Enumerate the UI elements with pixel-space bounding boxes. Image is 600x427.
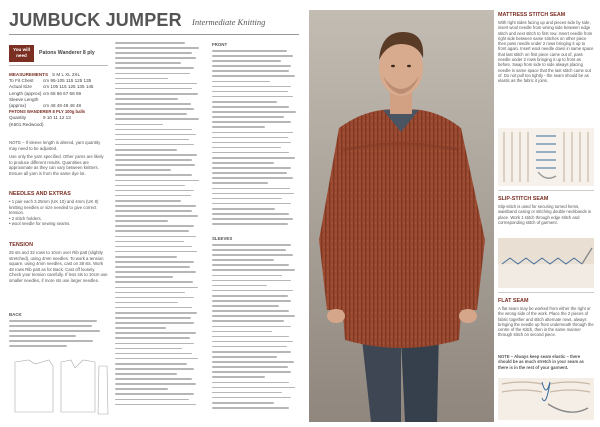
mattress-stitch-diagram xyxy=(498,128,594,186)
page-title: JUMBUCK JUMPER xyxy=(9,10,182,30)
measurements-table xyxy=(9,72,108,128)
difficulty-label: Intermediate Knitting xyxy=(192,17,266,27)
quantity-row: Quantity 9 10 11 12 13 xyxy=(9,115,71,121)
tension-text: 25 sts and 32 rows to 10cm over Rib patt (slightly stretched), using 4mm needles. To work a tension square, using 4mm needles, cast on 38 sts. Work 48 rows Rib patt as for Back. Cast off loosely. Check your tension carefully. If less sts to 10cm use smaller needles, if more sts use larger needles. xyxy=(9,250,108,283)
tension-heading: TENSION xyxy=(9,242,33,248)
yarn-line: PATONS WANDERER 8 PLY 100g balls xyxy=(9,109,86,115)
flat-seam-text: A flat seam may be worked from either the right or the wrong side of the work. Place the 2 pieces of fabric together and stitch alternate rows, always bringing the needle up from underneath through the centre of the stitch, then in the same manner through stitch on second piece. xyxy=(498,306,594,338)
measurement-row: Actual Size cm 105 115 125 135 145 xyxy=(9,84,94,90)
sleeves-text-block xyxy=(212,244,300,414)
section-divider xyxy=(498,190,594,191)
need-divider xyxy=(9,65,108,66)
front-text-block xyxy=(212,50,300,228)
title-divider xyxy=(9,34,299,35)
sleeves-heading: SLEEVES xyxy=(212,236,233,241)
size-headers: S M L XL 2XL xyxy=(52,72,81,77)
measurement-row: Length (approx) cm 65 66 67 68 69 xyxy=(9,90,82,96)
section-divider xyxy=(498,292,594,293)
sleeve-note: NOTE – If sleeve length is altered, yarn quantity may need to be adjusted. xyxy=(9,140,101,151)
garment-schematic xyxy=(9,356,109,418)
needle-item: • 2 stitch holders. xyxy=(9,215,42,221)
measurement-row: To Fit Chest cm 95-105 115 125 135 xyxy=(9,78,92,84)
needle-item: • 1 pair each 3.25mm (UK 10) and 4mm (UK 8) knitting needles or size needed to give correct tension. xyxy=(9,199,99,216)
colour-row: (K601 Redwood) xyxy=(9,121,44,127)
you-will-need-badge: You will need xyxy=(9,45,34,62)
slip-stitch-heading: SLIP-STITCH SEAM xyxy=(498,196,549,202)
flat-seam-diagram xyxy=(498,378,594,420)
needles-list xyxy=(9,199,108,235)
needle-item: • wool needle for sewing seams. xyxy=(9,221,71,227)
yarn-disclaimer: Use only the yarn specified. Other yarns are likely to produce different results. Quantities are approximate as they can vary between knitters. Ensure all yarn is from the same dye lot. xyxy=(9,154,104,176)
slip-stitch-text: Slip-stitch is used for securing turned hems, waistband casing or stitching double neckbands in place. Work 1 stitch through edge stitch and corresponding stitch of garment. xyxy=(498,204,592,225)
back-text-block xyxy=(9,320,105,352)
yarn-name: Patons Wanderer 8 ply xyxy=(39,50,95,56)
measurement-row: Sleeve Length xyxy=(9,96,39,102)
model-photo xyxy=(309,10,494,422)
flat-seam-note: NOTE – Always keep seam elastic – there should be as much stretch in your seam as there is in the rest of your garment. xyxy=(498,354,584,370)
back-continued-text xyxy=(115,42,203,414)
flat-seam-heading: FLAT SEAM xyxy=(498,298,529,304)
measurement-row: (approx) cm 48 48 48 48 48 xyxy=(9,103,82,109)
measurements-heading: MEASUREMENTS xyxy=(9,72,49,77)
mattress-stitch-heading: MATTRESS STITCH SEAM xyxy=(498,12,566,18)
needles-heading: NEEDLES AND EXTRAS xyxy=(9,191,71,197)
mattress-stitch-text: With right sides facing up and pieces side by side, insert wool needle from wrong side between edge stitch and next stitch to first row. Insert needle from right side between same stitches on other piece then pass needle under 2 rows bringing it up to front again. Insert wool needle down in same space that last stitch on first piece came out of, pass needle under 2 rows bringing it up to front as before. Swap from side to side always placing needle in same space that the last stitch came out of. Do not pull too tightly - the seam should be as elastic as the fabric it joins. xyxy=(498,20,594,84)
back-heading: BACK xyxy=(9,312,22,317)
slip-stitch-diagram xyxy=(498,238,594,288)
model-illustration xyxy=(309,10,494,422)
front-heading: FRONT xyxy=(212,42,228,47)
